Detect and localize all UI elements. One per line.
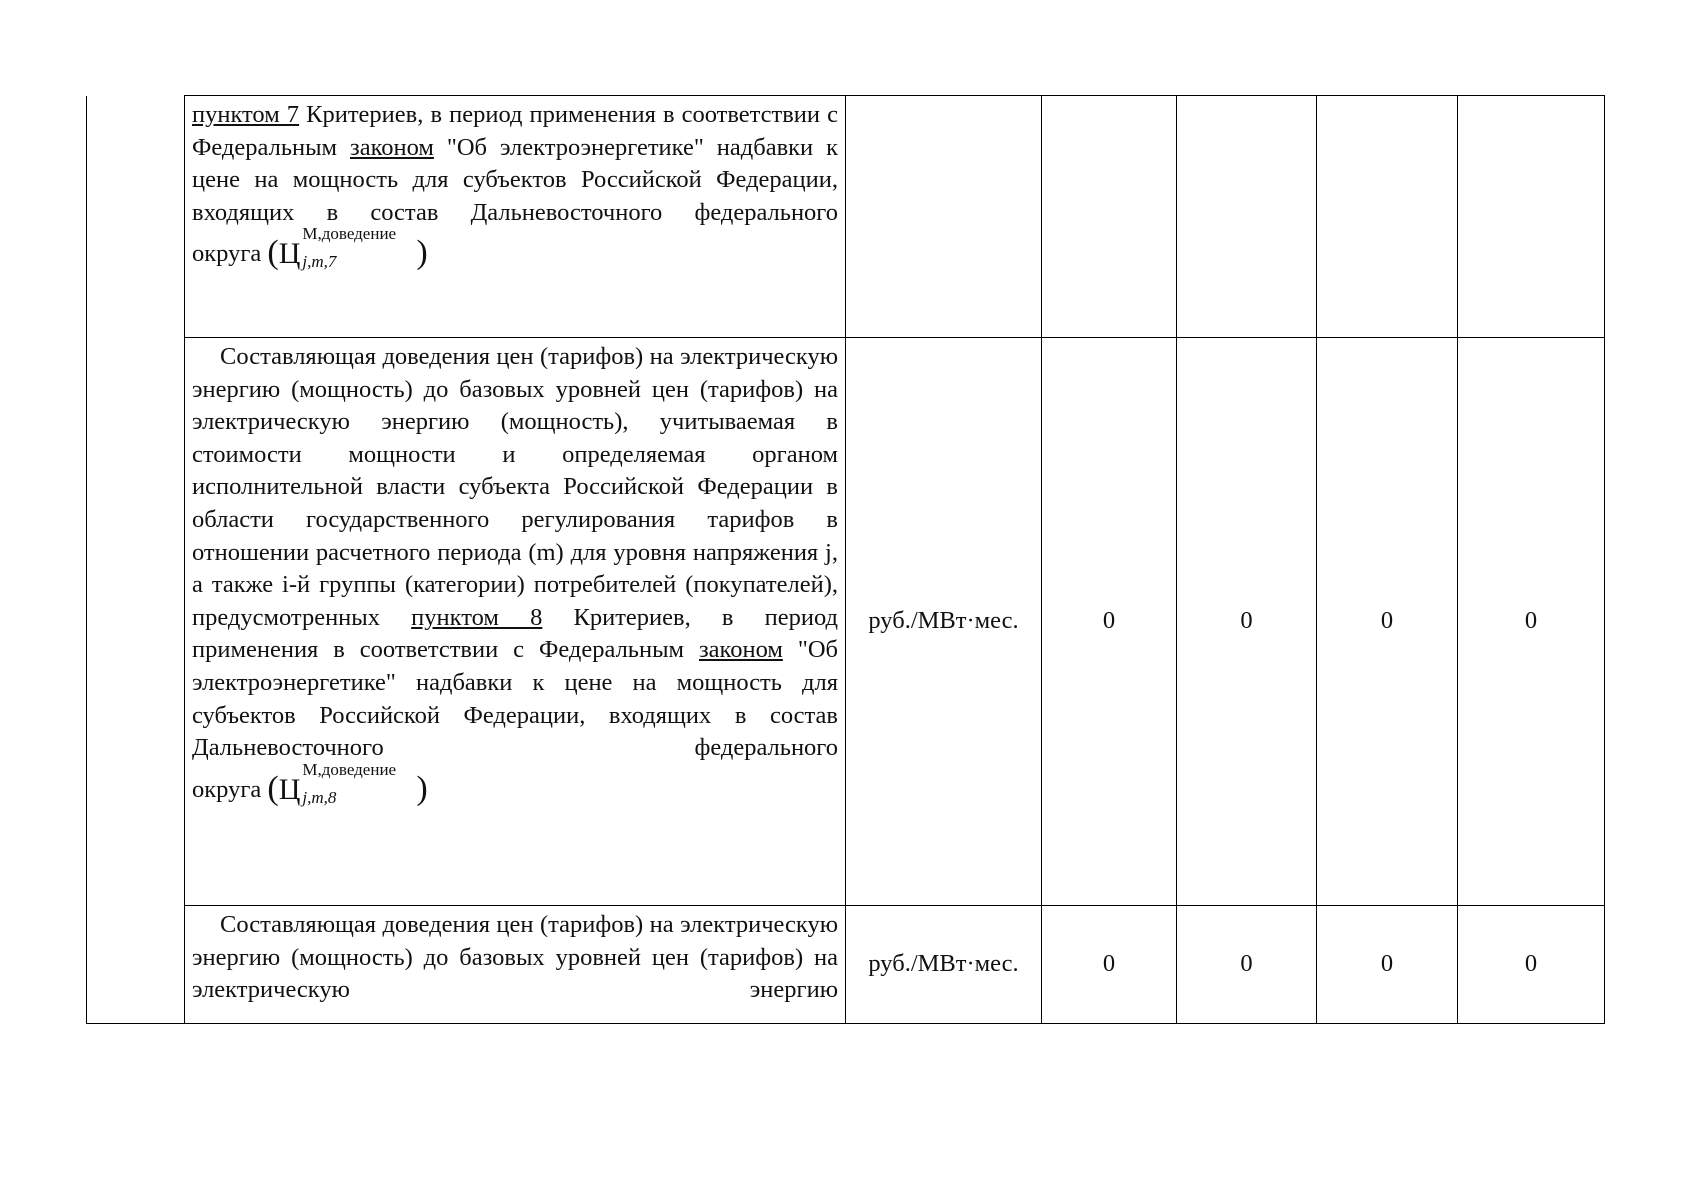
formula-line: округа (Ц М,доведение j,m,8 ) (192, 759, 428, 807)
value-cell: 0 (1177, 338, 1317, 906)
formula: (Ц М,доведение j,m,7 ) (267, 224, 428, 272)
unit-cell: руб./МВт·мес. (846, 338, 1042, 906)
value-cell (1042, 96, 1177, 338)
number-column-cell (87, 96, 185, 1024)
link-law[interactable]: законом (699, 636, 783, 664)
formula-line: округа (Ц М,доведение j,m,7 ) (192, 224, 428, 272)
value-cell: 0 (1458, 906, 1605, 1024)
description-cell: Составляющая доведения цен (тарифов) на электрическую энергию (мощность) до базовых уровней цен (тарифов) на электрическую энергию (185, 906, 846, 1024)
unit-cell: руб./МВт·мес. (846, 906, 1042, 1024)
value-cell: 0 (1042, 338, 1177, 906)
formula: (Ц М,доведение j,m,8 ) (267, 759, 428, 807)
link-punkt-7[interactable]: пунктом 7 (192, 101, 300, 128)
table-row (87, 96, 1605, 338)
unit-cell (846, 96, 1042, 338)
value-cell: 0 (1042, 906, 1177, 1024)
link-punkt-8[interactable]: пунктом 8 (411, 603, 543, 631)
description-cell: Составляющая доведения цен (тарифов) на электрическую энергию (мощность) до базовых уровней цен (тарифов) на электрическую энергию (мощность), учитываемая в стоимости мощности и определяемая органом исполнительной власти субъекта Российской Федерации в области государственного регулирования тарифов в отношении расчетного периода (m) для уровня напряжения j, а также i-й группы (категории) потребителей (покупателей), предусмотренных пунктом 8 Критериев, в период применения в соответствии с Федеральным законом "Об электроэнергетике" надбавки к цене на мощность для субъектов Российской Федерации, входящих в состав Дальневосточного федерального округа (Ц М,доведение j,m,8 ) (185, 338, 846, 906)
value-cell: 0 (1317, 338, 1458, 906)
value-cell: 0 (1317, 906, 1458, 1024)
link-law[interactable]: законом (350, 133, 434, 161)
value-cell: 0 (1177, 906, 1317, 1024)
description-cell: пунктом 7 Критериев, в период применения в соответствии с Федеральным законом "Об электроэнергетике" надбавки к цене на мощность для субъектов Российской Федерации, входящих в состав Дальневосточного федерального округа (Ц М,доведение j,m,7 ) (185, 96, 846, 338)
value-cell (1317, 96, 1458, 338)
value-cell (1458, 96, 1605, 338)
table-row (87, 906, 1605, 1024)
value-cell: 0 (1458, 338, 1605, 906)
table-row (87, 338, 1605, 906)
tariff-table (86, 95, 1605, 1024)
value-cell (1177, 96, 1317, 338)
